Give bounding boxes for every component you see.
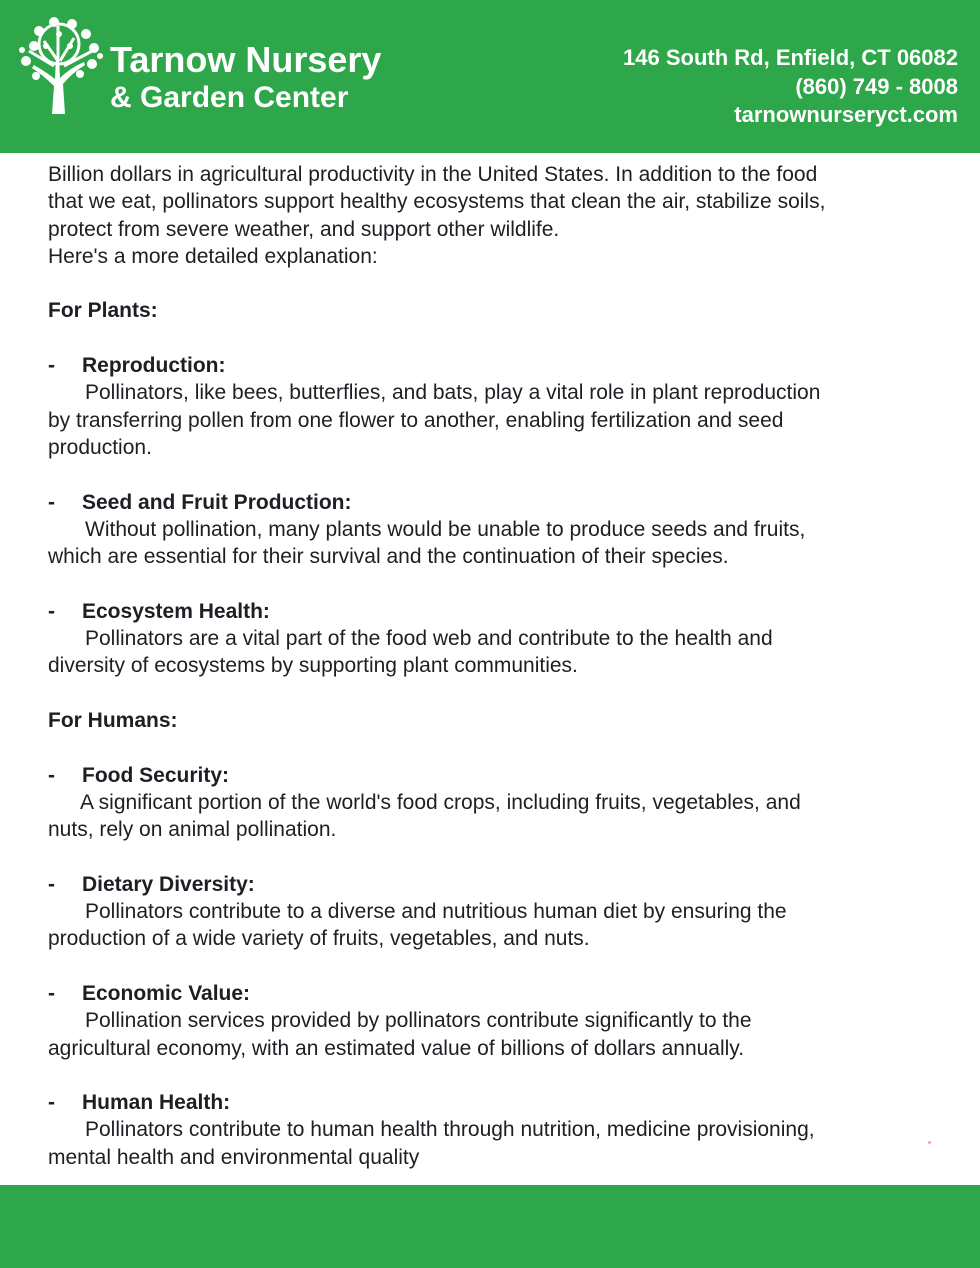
bullet-body-line: mental health and environmental quality bbox=[48, 1145, 420, 1169]
bullet-title-text: Seed and Fruit Production: bbox=[82, 490, 352, 514]
tree-icon bbox=[14, 16, 104, 114]
stray-mark bbox=[928, 1141, 931, 1144]
bullet-title-text: Human Health: bbox=[82, 1091, 231, 1115]
bullet-body-line: agricultural economy, with an estimated value of billions of dollars annually. bbox=[48, 1036, 745, 1060]
bullet-marker: - bbox=[48, 490, 55, 514]
header-banner bbox=[0, 0, 980, 153]
bullet-body-line: A significant portion of the world's food crops, including fruits, vegetables, and bbox=[80, 790, 801, 814]
section-heading-plants: For Plants: bbox=[48, 299, 158, 323]
bullet-title-text: Ecosystem Health: bbox=[82, 599, 270, 623]
bullet-title bbox=[48, 1089, 948, 1116]
bullet-title-text: Dietary Diversity: bbox=[82, 872, 255, 896]
brand-name bbox=[110, 40, 381, 116]
document-body bbox=[48, 161, 948, 1171]
intro-line: Here's a more detailed explanation: bbox=[48, 244, 378, 268]
bullet-title-text: Economic Value: bbox=[82, 981, 251, 1005]
bullet-marker: - bbox=[48, 599, 55, 623]
bullet-body-line: which are essential for their survival and the continuation of their species. bbox=[48, 545, 729, 569]
bullet-title bbox=[48, 489, 948, 516]
contact-info bbox=[623, 44, 958, 130]
footer-banner bbox=[0, 1185, 980, 1268]
bullet-body-line: nuts, rely on animal pollination. bbox=[48, 818, 337, 842]
bullet-body-line: Pollinators contribute to human health through nutrition, medicine provisioning, bbox=[85, 1118, 815, 1142]
bullet-body-line: Pollinators contribute to a diverse and nutritious human diet by ensuring the bbox=[85, 900, 787, 924]
address: 146 South Rd, Enfield, CT 06082 bbox=[623, 45, 958, 70]
website-link[interactable]: tarnownurseryct.com bbox=[734, 102, 958, 127]
bullet-title-text: Reproduction: bbox=[82, 354, 226, 378]
bullet-marker: - bbox=[48, 872, 55, 896]
bullet-body-line: production of a wide variety of fruits, vegetables, and nuts. bbox=[48, 927, 590, 951]
intro-line: Billion dollars in agricultural productivity in the United States. In addition to the food bbox=[48, 163, 818, 186]
section-heading-humans: For Humans: bbox=[48, 708, 178, 732]
bullet-title bbox=[48, 980, 948, 1007]
intro-line: that we eat, pollinators support healthy ecosystems that clean the air, stabilize soils, bbox=[48, 190, 826, 214]
bullet-title-text: Food Security: bbox=[82, 763, 230, 787]
brand-line-2: & Garden Center bbox=[110, 81, 349, 114]
bullet-body-line: production. bbox=[48, 435, 152, 459]
phone: (860) 749 - 8008 bbox=[795, 73, 958, 99]
bullet-marker: - bbox=[48, 981, 55, 1005]
bullet-body-line: by transferring pollen from one flower to another, enabling fertilization and seed bbox=[48, 408, 784, 432]
bullet-body-line: Pollination services provided by pollinators contribute significantly to the bbox=[85, 1009, 752, 1033]
brand-line-1: Tarnow Nursery bbox=[110, 39, 382, 80]
bullet-title bbox=[48, 598, 948, 625]
bullet-body-line: Without pollination, many plants would be unable to produce seeds and fruits, bbox=[85, 517, 806, 541]
bullet-title bbox=[48, 352, 948, 379]
bullet-marker: - bbox=[48, 763, 55, 787]
intro-line: protect from severe weather, and support other wildlife. bbox=[48, 217, 560, 241]
bullet-body-line: diversity of ecosystems by supporting plant communities. bbox=[48, 654, 578, 678]
bullet-marker: - bbox=[48, 1091, 55, 1115]
bullet-title bbox=[48, 762, 948, 789]
bullet-title bbox=[48, 871, 948, 898]
bullet-body-line: Pollinators are a vital part of the food web and contribute to the health and bbox=[85, 627, 773, 651]
bullet-marker: - bbox=[48, 354, 55, 378]
bullet-body-line: Pollinators, like bees, butterflies, and bats, play a vital role in plant reproduction bbox=[85, 381, 821, 405]
